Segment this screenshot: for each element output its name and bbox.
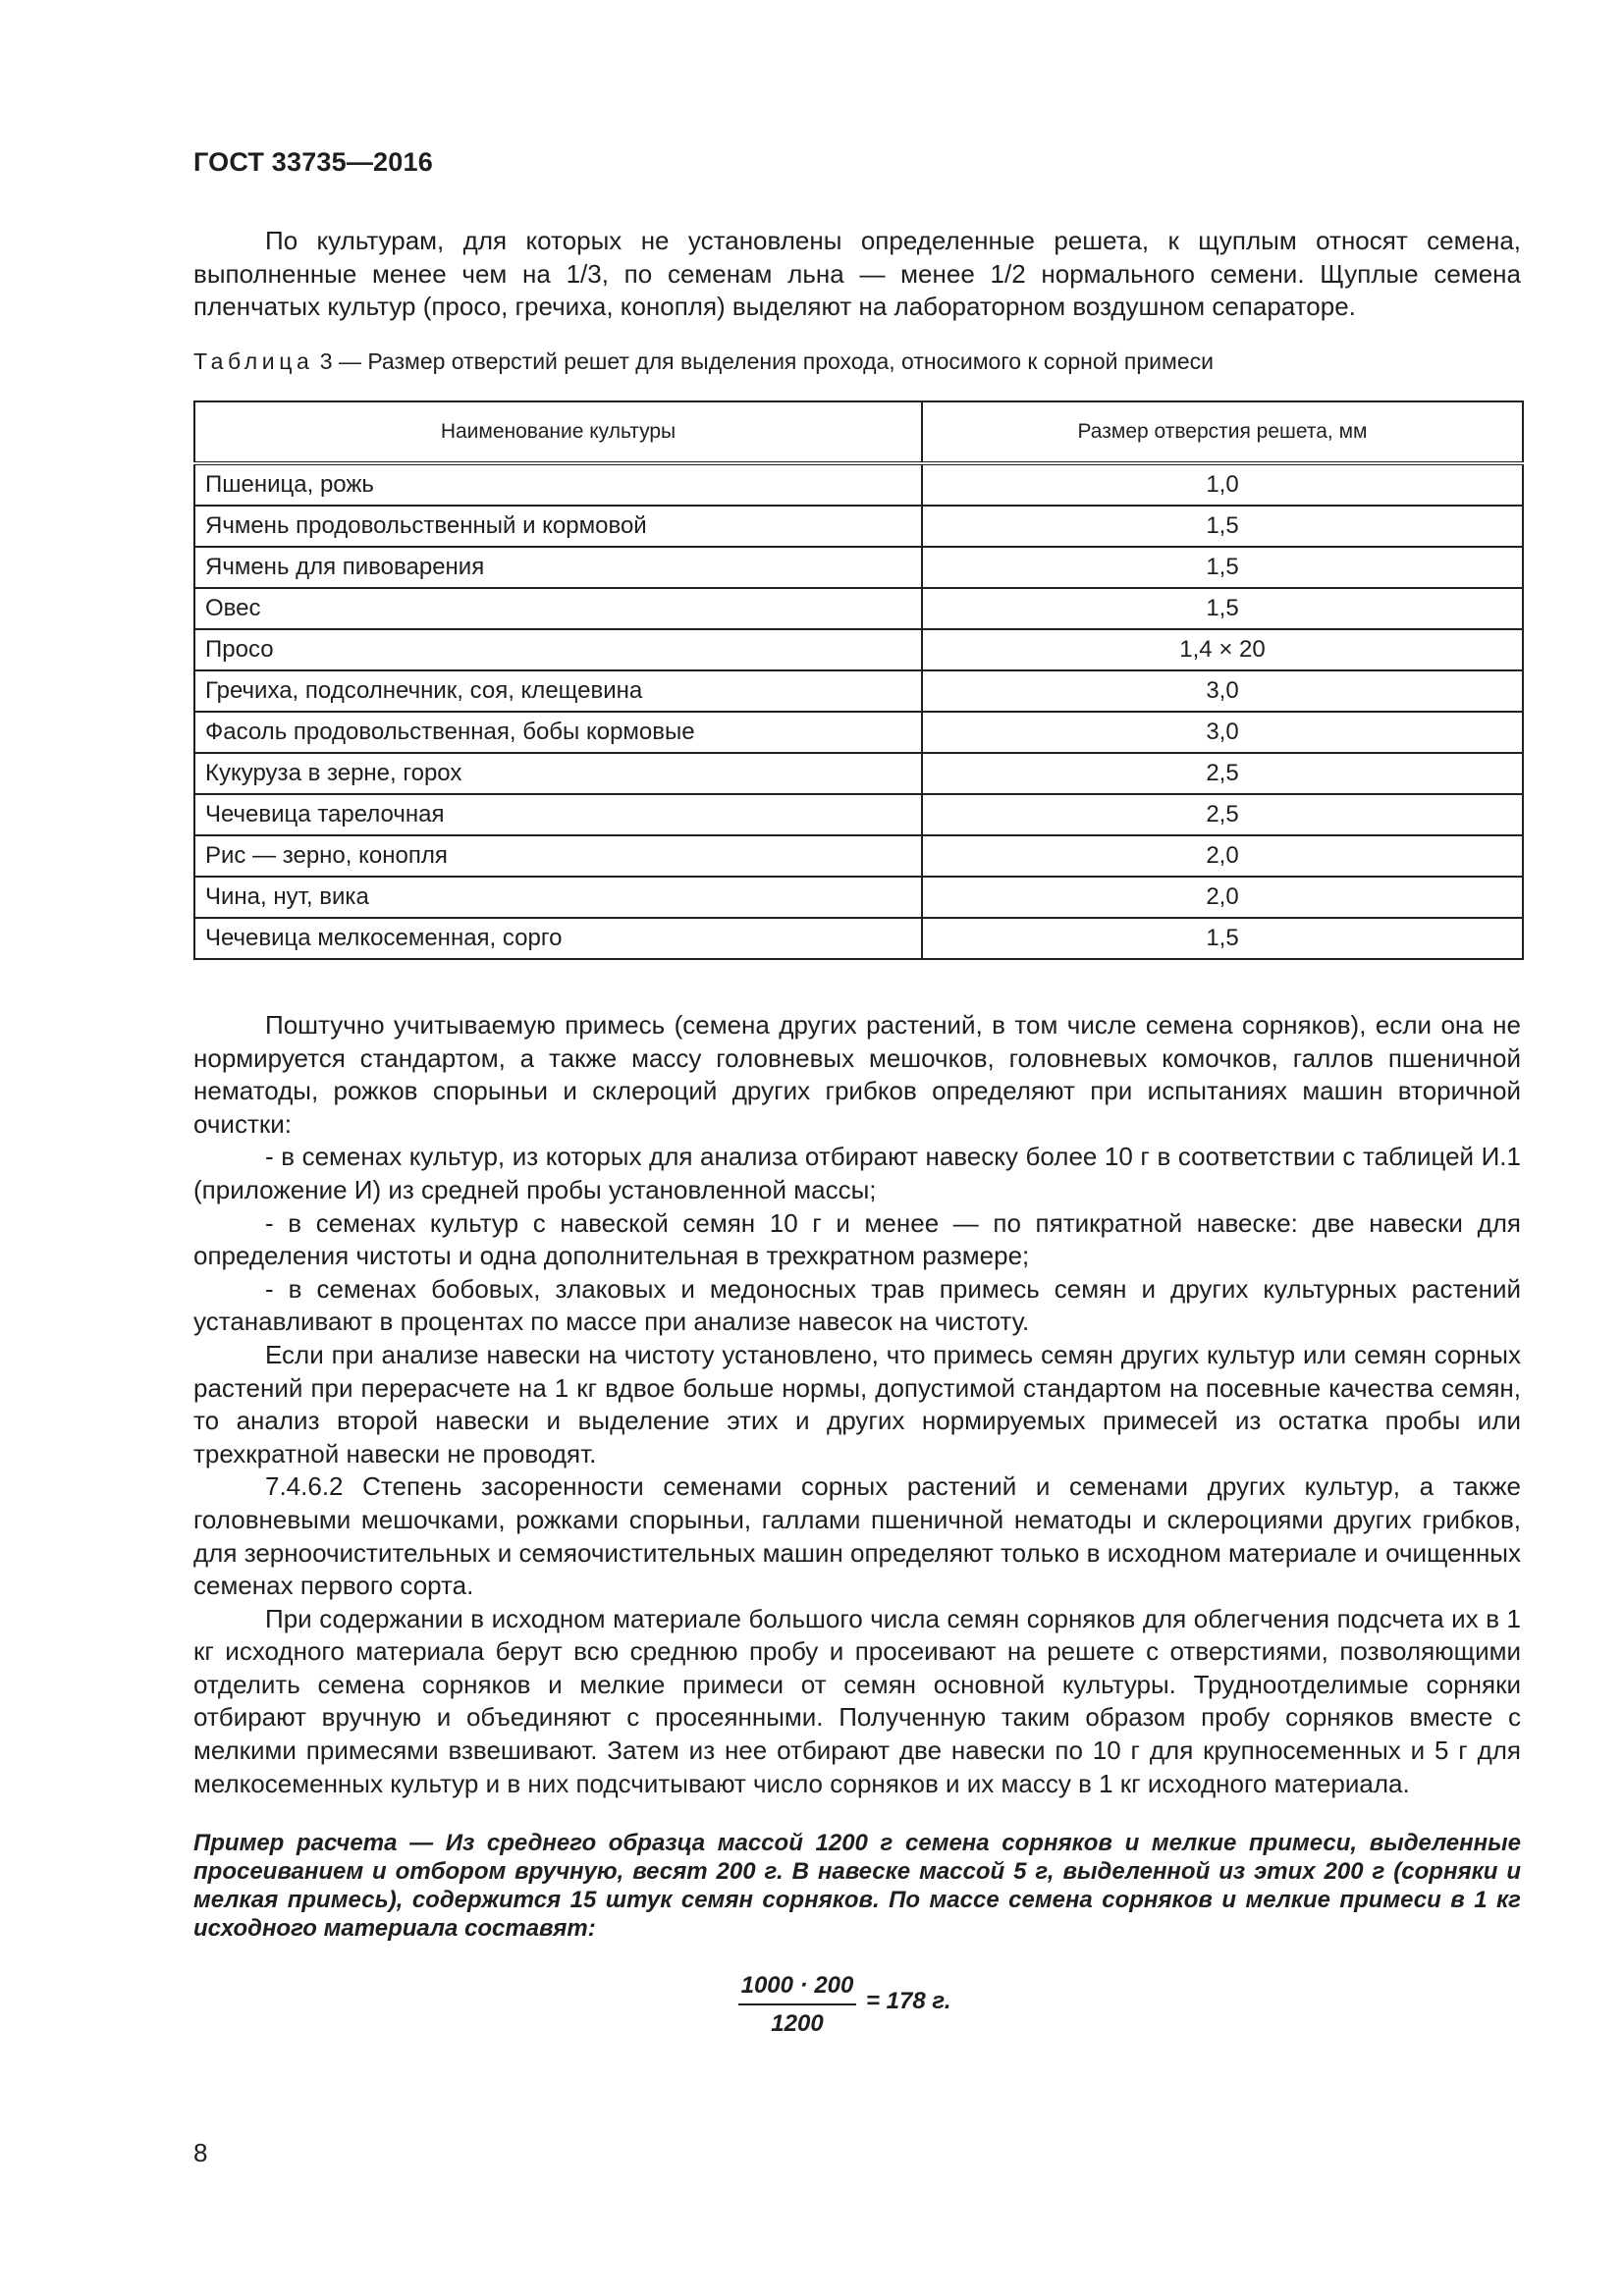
crop-cell: Ячмень для пивоварения — [194, 547, 922, 588]
sieve-size-cell: 3,0 — [922, 670, 1523, 712]
list-item: - в семенах культур, из которых для анализа отбирают навеску более 10 г в соответствии с таблицей И.1 (приложение И) из средней пробы установленной массы; — [193, 1142, 1521, 1204]
table-row — [194, 794, 1523, 835]
body-paragraph: Поштучно учитываемую примесь (семена других растений, в том числе семена сорняков), если она не нормируется стандартом, а также массу головневых мешочков, головневых комочков, галлов пшеничной нематоды, рожков спорыньи и склероций других грибков определяют при испытаниях машин вторичной очистки: — [193, 1010, 1521, 1139]
sieve-size-table-wrapper — [193, 400, 1522, 960]
calculation-example — [193, 1829, 1521, 1943]
crop-cell: Гречиха, подсолнечник, соя, клещевина — [194, 670, 922, 712]
table-row — [194, 629, 1523, 670]
sieve-size-cell: 1,4 × 20 — [922, 629, 1523, 670]
crop-cell: Пшеница, рожь — [194, 463, 922, 506]
formula-result: = 178 г. — [866, 1988, 951, 2014]
table-row — [194, 753, 1523, 794]
intro-text-block — [193, 225, 1521, 324]
sieve-size-cell: 1,5 — [922, 918, 1523, 959]
table-caption-number: 3 — [319, 348, 333, 374]
sieve-size-cell: 2,0 — [922, 835, 1523, 877]
table-row — [194, 506, 1523, 547]
table-row — [194, 712, 1523, 753]
intro-paragraph: По культурам, для которых не установлены определенные решета, к щуплым относят семена, выполненные менее чем на 1/3, по семенам льна — менее 1/2 нормального семени. Щуплые семена пленчатых культур (просо, гречиха, конопля) выделяют на лабораторном воздушном сепараторе. — [193, 226, 1521, 322]
table-row — [194, 463, 1523, 506]
table-caption-label: Таблица — [193, 348, 314, 374]
section-paragraph: 7.4.6.2 Степень засоренности семенами сорных растений и семенами других культур, а также головневыми мешочками, рожками спорыньи, галлами пшеничной нематоды и склероциями других грибков, для зерноочистительных и семяочистительных машин определяют только в исходном материале и очищенных семенах первого сорта. — [193, 1471, 1521, 1601]
fraction-bar — [738, 2003, 856, 2005]
sieve-size-cell: 1,5 — [922, 547, 1523, 588]
sieve-size-cell: 1,5 — [922, 506, 1523, 547]
column-header-sieve-size: Размер отверстия решета, мм — [922, 401, 1523, 463]
table-row — [194, 835, 1523, 877]
table-row — [194, 670, 1523, 712]
sieve-size-cell: 2,5 — [922, 794, 1523, 835]
crop-cell: Фасоль продовольственная, бобы кормовые — [194, 712, 922, 753]
formula-fraction — [738, 1971, 856, 2039]
table-header-row — [194, 401, 1523, 463]
crop-cell: Чина, нут, вика — [194, 877, 922, 918]
list-item: - в семенах культур с навеской семян 10 г и менее — по пятикратной навеске: две навески для определения чистоты и одна дополнительная в трехкратном размере; — [193, 1207, 1521, 1271]
sieve-size-cell: 3,0 — [922, 712, 1523, 753]
sieve-size-table — [193, 400, 1524, 960]
crop-cell: Чечевица мелкосеменная, сорго — [194, 918, 922, 959]
sieve-size-cell: 2,0 — [922, 877, 1523, 918]
crop-cell: Ячмень продовольственный и кормовой — [194, 506, 922, 547]
crop-cell: Просо — [194, 629, 922, 670]
formula-denominator: 1200 — [771, 2010, 824, 2037]
formula-numerator: 1000 · 200 — [740, 1972, 854, 1999]
sieve-size-cell: 1,0 — [922, 463, 1523, 506]
crop-cell: Овес — [194, 588, 922, 629]
table-caption-text: — Размер отверстий решет для выделения прохода, относимого к сорной примеси — [338, 348, 1214, 374]
page-number: 8 — [193, 2138, 208, 2167]
table-row — [194, 877, 1523, 918]
table-row — [194, 588, 1523, 629]
sieve-size-cell: 2,5 — [922, 753, 1523, 794]
body-text-block — [193, 1009, 1521, 1800]
sieve-size-cell: 1,5 — [922, 588, 1523, 629]
crop-cell: Чечевица тарелочная — [194, 794, 922, 835]
crop-cell: Кукуруза в зерне, горох — [194, 753, 922, 794]
document-code-header: ГОСТ 33735—2016 — [193, 147, 433, 177]
column-header-crop: Наименование культуры — [194, 401, 922, 463]
table-row — [194, 547, 1523, 588]
crop-cell: Рис — зерно, конопля — [194, 835, 922, 877]
table-caption — [193, 347, 1529, 376]
body-paragraph: При содержании в исходном материале большого числа семян сорняков для облегчения подсчета их в 1 кг исходного материала берут всю среднюю пробу и просеивают на решете с отверстиями, позволяющими отделить семена сорняков и мелкие примеси от семян основной культуры. Трудноотделимые сорняки отбирают вручную и объединяют с просеянными. Полученную таким образом пробу сорняков вместе с мелкими примесями взвешивают. Затем из нее отбирают две навески по 10 г для крупносеменных и 5 г для мелкосеменных культур и в них подсчитывают число сорняков и их массу в 1 кг исходного материала. — [193, 1603, 1521, 1798]
table-row — [194, 918, 1523, 959]
list-item: - в семенах бобовых, злаковых и медоносных трав примесь семян и других культурных растений устанавливают в процентах по массе при анализе навесок на чистоту. — [193, 1273, 1521, 1337]
example-text: Пример расчета — Из среднего образца массой 1200 г семена сорняков и мелкие примеси, выделенные просеиванием и отбором вручную, весят 200 г. В навеске массой 5 г, выделенной из этих 200 г (сорняки и мелкая примесь), содержится 15 штук семян сорняков. По массе семена сорняков и мелкие примеси в 1 кг исходного материала составят: — [193, 1830, 1521, 1942]
body-paragraph: Если при анализе навески на чистоту установлено, что примесь семян других культур или семян сорных растений при перерасчете на 1 кг вдвое больше нормы, допустимой стандартом на посевные качества семян, то анализ второй навески и выделение этих и других нормируемых примесей из остатка пробы или трехкратной навески не проводят. — [193, 1339, 1521, 1468]
